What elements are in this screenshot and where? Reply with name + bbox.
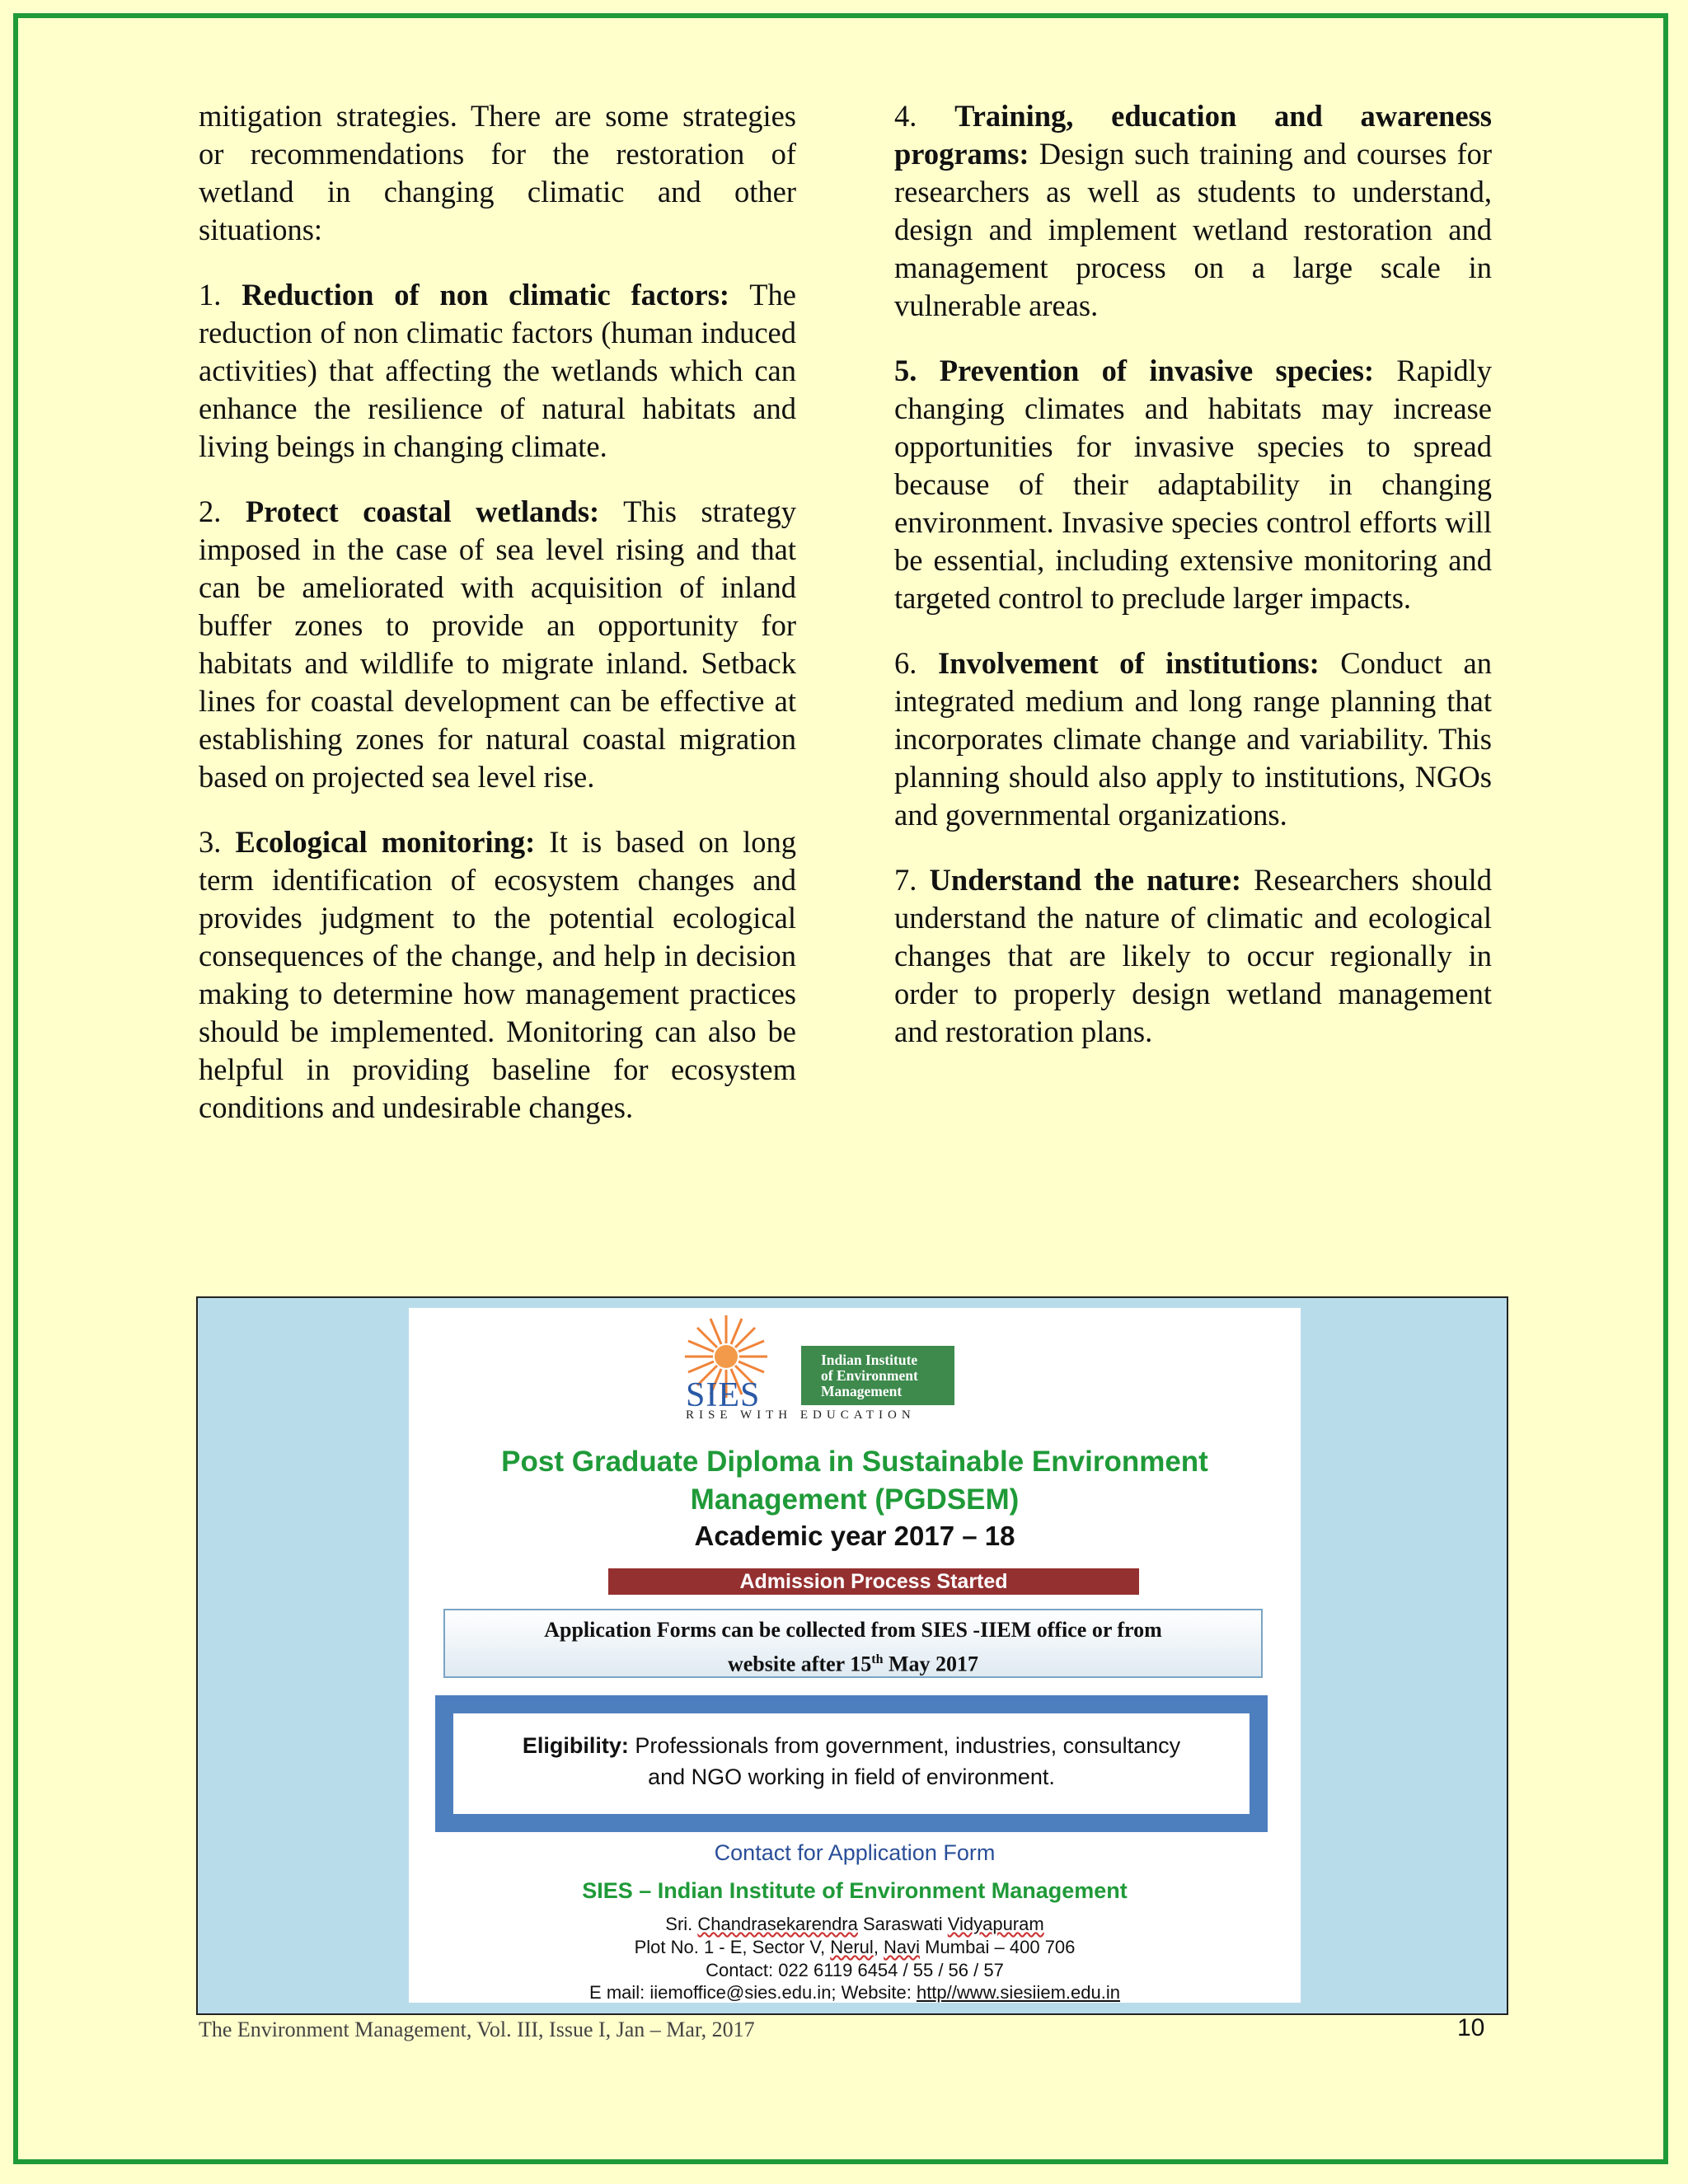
recommendation-3: 3. Ecological monitoring: It is based on long term identification of ecosystem changes and provides judgment to the potential ecological consequences of the change, and help in decision making to determine how management practices should be implemented. Monitoring can also be helpful in providing baseline for ecosystem conditions and undesirable changes. — [199, 825, 796, 1124]
eligibility-box: Eligibility: Professionals from government, industries, consultancy and NGO working in field of environment. — [453, 1713, 1250, 1814]
recommendation-6: 6. Involvement of institutions: Conduct an integrated medium and long range planning that incorporates climate change and variability. This planning should also apply to institutions, NGOs and governmental organizations. — [894, 646, 1492, 832]
page-number: 10 — [1457, 2014, 1485, 2041]
recommendation-4-heading: Training, education and awareness programs: — [894, 99, 1493, 171]
advertisement-frame — [196, 1296, 1508, 2015]
recommendation-5: 5. Prevention of invasive species: Rapidly changing climates and habitats may increase opportunities for invasive species to spread because of their adaptability in changing environment. Invasive species control efforts will be essential, including extensive monitoring and targeted control to preclude larger impacts. — [894, 354, 1493, 615]
course-title: Post Graduate Diploma in Sustainable Environment Management (PGDSEM) — [501, 1446, 1208, 1516]
application-forms-box: Application Forms can be collected from SIES -IIEM office or from website after 15th May 2017 — [443, 1609, 1263, 1678]
address-line-1: Sri. Chandrasekarendra Saraswati Vidyapuram — [665, 1914, 1044, 1934]
contact-phone: Contact: 022 6119 6454 / 55 / 56 / 57 — [706, 1960, 1004, 1980]
admission-banner: Admission Process Started — [608, 1568, 1139, 1595]
recommendation-6-heading: Involvement of institutions: — [937, 646, 1320, 680]
pgdsem-advertisement — [409, 1308, 1301, 2003]
recommendation-7: 7. Understand the nature: Researchers should understand the nature of climatic and ecological changes that are likely to occur regionally in order to properly design wetland management and restoration plans. — [894, 863, 1493, 1048]
recommendation-3-heading: Ecological monitoring: — [235, 825, 536, 859]
footer-journal: The Environment Management, Vol. III, Issue I, Jan – Mar, 2017 — [199, 2018, 755, 2041]
recommendation-1: 1. Reduction of non climatic factors: The reduction of non climatic factors (human induced activities) that affecting the wetlands which can enhance the resilience of natural habitats and living beings in changing climate. — [199, 278, 796, 463]
website-link[interactable]: http//www.siesiiem.edu.in — [916, 1982, 1120, 2003]
academic-year: Academic year 2017 – 18 — [694, 1521, 1015, 1551]
institute-logo-box: Indian Institute of Environment Management — [801, 1346, 954, 1405]
recommendation-7-heading: Understand the nature: — [929, 863, 1242, 897]
recommendation-4: 4. Training, education and awareness programs: Design such training and courses for researchers as well as students to understand, design and implement wetland restoration and management process on a large scale in vulnerable areas. — [894, 99, 1493, 322]
recommendation-5-heading: 5. Prevention of invasive species: — [894, 354, 1375, 387]
contact-email-website: E mail: iiemoffice@sies.edu.in; Website: http//www.siesiiem.edu.in — [589, 1982, 1120, 2003]
eligibility-frame — [435, 1695, 1268, 1832]
address-line-2: Plot No. 1 - E, Sector V, Nerul, Navi Mumbai – 400 706 — [634, 1937, 1076, 1957]
intro-paragraph: mitigation strategies. There are some strategies or recommendations for the restoration of wetland in changing climatic and other situations: — [199, 99, 796, 246]
contact-organization: SIES – Indian Institute of Environment Management — [582, 1878, 1128, 1903]
recommendation-2: 2. Protect coastal wetlands: This strategy imposed in the case of sea level rising and that can be ameliorated with acquisition of inland buffer zones to provide an opportunity for habitats and wildlife to migrate inland. Setback lines for coastal development can be effective at establishing zones for natural coastal migration based on projected sea level rise. — [199, 494, 797, 794]
left-column — [199, 97, 796, 1154]
logo-tagline: RISE WITH EDUCATION — [686, 1408, 916, 1422]
recommendation-2-heading: Protect coastal wetlands: — [245, 494, 600, 528]
contact-heading: Contact for Application Form — [714, 1840, 996, 1865]
right-column — [894, 97, 1492, 1078]
sies-logo-text: SIES — [686, 1376, 761, 1414]
eligibility-label: Eligibility: — [522, 1733, 629, 1758]
recommendation-1-heading: Reduction of non climatic factors: — [241, 278, 730, 312]
